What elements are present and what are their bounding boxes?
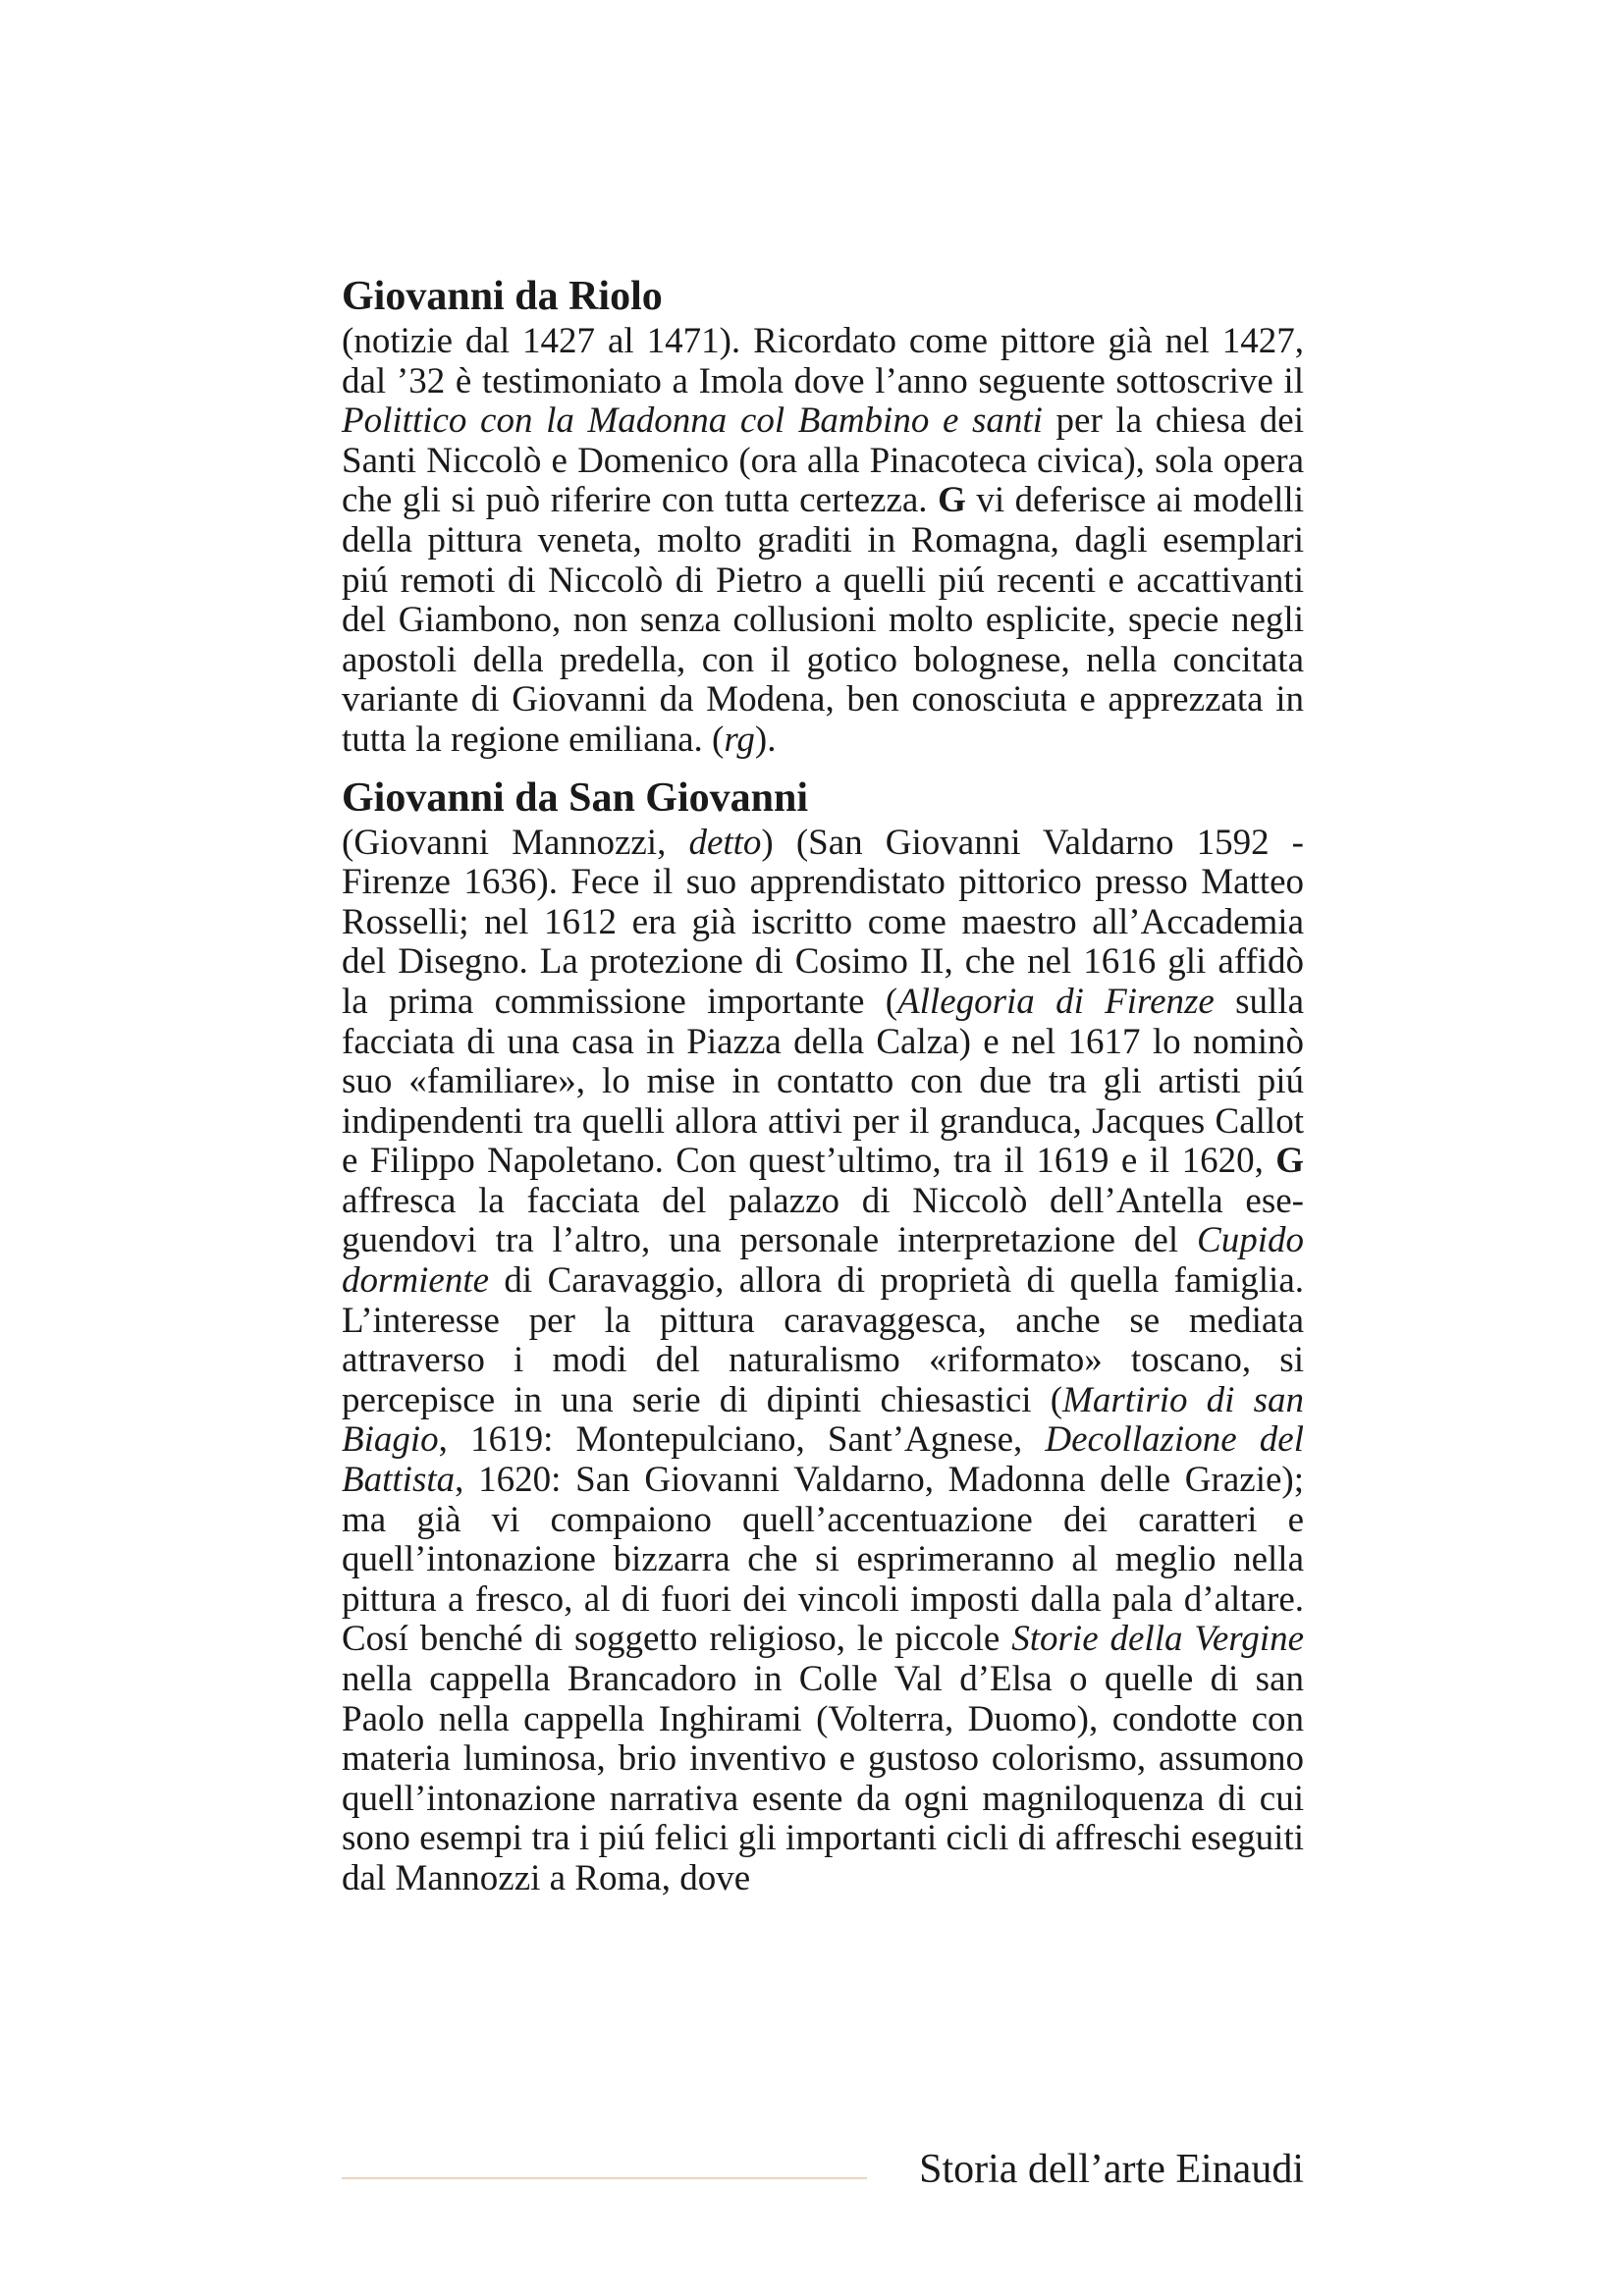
body-text: , 1619: Montepulciano, Sant’Agnese, xyxy=(438,1419,1046,1461)
body-text: nella cappella Brancadoro in Colle Val d’Elsa o quelle di san Paolo nella cappella Inghirami (Volterra, Duomo), condotte con materia luminosa, brio inventivo e gustoso colorismo, assumono quell’intonazione narrativa esente da ogni magniloquenza di cui sono esempi tra i piú felici gli importanti cicli di affreschi eseguiti dal Mannozzi a Roma, dove xyxy=(342,1659,1304,1898)
body-text: , 1620: San Giovanni Valdarno, Madonna delle Grazie); ma già vi compaiono quell’accentuazione dei caratteri e quell’intonazione bizzarra che si esprimeranno al meglio nella pittura a fresco, al di fuori dei vincoli imposti dalla pala d’altare. Cosí benché di soggetto religioso, le piccole xyxy=(342,1460,1304,1660)
page-content xyxy=(342,271,1304,1899)
italic-text: detto xyxy=(688,822,762,863)
body-text: affresca la facciata del palazzo di Niccolò dell’Antella eseguendovi tra l’altro, una personale interpretazione del xyxy=(342,1180,1304,1261)
entry-title: Giovanni da San Giovanni xyxy=(342,774,809,821)
body-text: (notizie dal 1427 al 1471). Ricordato come pittore già nel 1427, dal ’32 è testimoniato a Imola dove l’anno seguente sottoscrive il xyxy=(342,321,1304,401)
italic-text: Decollazione del Battista xyxy=(342,1419,1304,1501)
entry-giovanni-da-riolo xyxy=(342,271,1304,761)
italic-text: Polittico con la Madonna col Bambino e santi xyxy=(342,400,1043,442)
footer-publisher: Storia dell’arte Einaudi xyxy=(919,2147,1304,2192)
body-text: ) (San Giovanni Valdarno 1592 - Firenze 1636). Fece il suo apprendistato pittorico presso Matteo Rosselli; nel 1612 era già iscritto come maestro all’Accademia del Disegno. La protezione di Cosimo II, che nel 1616 gli affidò la prima commissione importante ( xyxy=(342,822,1304,1022)
italic-text: Cupido dormiente xyxy=(342,1220,1304,1302)
body-text: sulla facciata di una casa in Piazza della Calza) e nel 1617 lo nominò suo «familiare», lo mise in contatto con due tra gli artisti piú indipendenti tra quelli allora attivi per il granduca, Jacques Callot e Filippo Napoletano. Con quest’ultimo, tra il 1619 e il 1620, xyxy=(342,981,1304,1182)
bold-text: G xyxy=(938,480,966,521)
entry-body xyxy=(342,322,1304,761)
body-text: ). xyxy=(754,719,777,760)
italic-text: Storie della Vergine xyxy=(1011,1619,1305,1660)
entry-body xyxy=(342,824,1304,1899)
entry-giovanni-da-san-giovanni xyxy=(342,773,1304,1899)
bold-text: G xyxy=(1275,1141,1304,1182)
footer-rule xyxy=(342,2177,867,2179)
italic-text: rg xyxy=(724,719,755,760)
page-footer xyxy=(342,2142,1304,2201)
body-text: (Giovanni Mannozzi, xyxy=(342,822,689,863)
entry-title: Giovanni da Riolo xyxy=(342,274,663,319)
italic-text: Allegoria di Firenze xyxy=(897,981,1215,1022)
body-text: di Caravaggio, allora di proprietà di quella famiglia. L’interesse per la pittura caravaggesca, anche se mediata attraverso i modi del naturalismo «riformato» toscano, si percepisce in una serie di dipinti chiesastici ( xyxy=(342,1260,1304,1420)
body-text: vi deferisce ai modelli della pittura veneta, molto graditi in Romagna, dagli esemplari piú remoti di Niccolò di Pietro a quelli piú recenti e accattivanti del Giambono, non senza collusioni molto esplicite, specie negli apostoli della predella, con il gotico bolognese, nella concitata variante di Giovanni da Modena, ben conosciuta e apprezzata in tutta la regione emiliana. ( xyxy=(342,480,1304,760)
body-text: per la chiesa dei Santi Niccolò e Domenico (ora alla Pinacoteca civica), sola opera che gli si può riferire con tutta certezza. xyxy=(342,400,1304,521)
italic-text: Martirio di san Biagio xyxy=(342,1379,1304,1461)
